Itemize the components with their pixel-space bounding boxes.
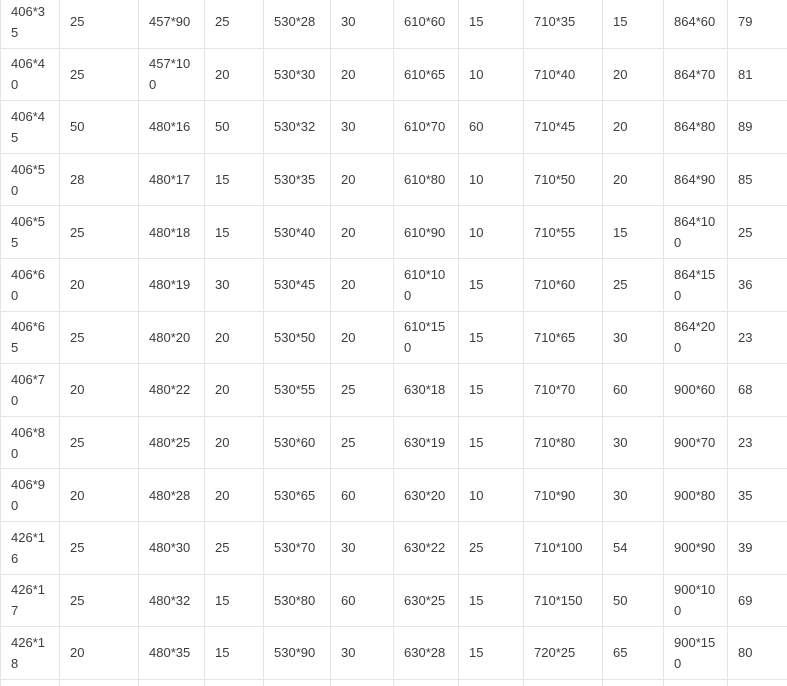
qty-cell: 15	[459, 627, 524, 680]
size-cell: 530*32	[264, 101, 331, 154]
size-cell: 480*35	[139, 627, 205, 680]
qty-cell: 20	[60, 364, 139, 417]
qty-cell: 30	[331, 521, 394, 574]
empty-cell	[205, 679, 264, 686]
size-cell: 720*25	[524, 627, 603, 680]
empty-cell	[728, 679, 787, 686]
qty-cell: 20	[331, 48, 394, 101]
size-cell: 630*28	[394, 627, 459, 680]
empty-cell	[331, 679, 394, 686]
qty-cell: 25	[60, 521, 139, 574]
qty-cell: 65	[603, 627, 664, 680]
size-cell: 630*18	[394, 364, 459, 417]
size-cell: 480*22	[139, 364, 205, 417]
size-cell: 630*22	[394, 521, 459, 574]
qty-cell: 25	[60, 416, 139, 469]
qty-cell: 20	[603, 101, 664, 154]
qty-cell: 25	[603, 258, 664, 311]
empty-cell	[394, 679, 459, 686]
size-cell: 610*70	[394, 101, 459, 154]
qty-cell: 20	[60, 469, 139, 522]
size-cell: 530*70	[264, 521, 331, 574]
qty-cell: 15	[459, 311, 524, 364]
size-cell: 610*65	[394, 48, 459, 101]
size-cell: 864*90	[664, 153, 728, 206]
table-row	[1, 48, 787, 101]
size-cell: 710*100	[524, 521, 603, 574]
qty-cell: 50	[603, 574, 664, 627]
size-cell: 426*16	[1, 521, 60, 574]
size-cell: 406*50	[1, 153, 60, 206]
size-cell: 630*19	[394, 416, 459, 469]
partial-row	[1, 679, 787, 686]
qty-cell: 30	[603, 311, 664, 364]
spec-table-body	[1, 0, 787, 686]
qty-cell: 30	[331, 101, 394, 154]
size-cell: 530*90	[264, 627, 331, 680]
size-cell: 710*40	[524, 48, 603, 101]
empty-cell	[664, 679, 728, 686]
size-cell: 426*18	[1, 627, 60, 680]
size-cell: 406*70	[1, 364, 60, 417]
qty-cell: 80	[728, 627, 787, 680]
qty-cell: 30	[331, 627, 394, 680]
qty-cell: 20	[603, 48, 664, 101]
size-cell: 457*100	[139, 48, 205, 101]
qty-cell: 30	[603, 469, 664, 522]
size-cell: 900*60	[664, 364, 728, 417]
qty-cell: 60	[459, 101, 524, 154]
qty-cell: 15	[459, 0, 524, 48]
qty-cell: 10	[459, 153, 524, 206]
qty-cell: 23	[728, 416, 787, 469]
size-cell: 480*32	[139, 574, 205, 627]
qty-cell: 15	[459, 364, 524, 417]
size-cell: 530*40	[264, 206, 331, 259]
qty-cell: 15	[205, 206, 264, 259]
qty-cell: 20	[205, 469, 264, 522]
size-cell: 480*18	[139, 206, 205, 259]
empty-cell	[459, 679, 524, 686]
table-row	[1, 627, 787, 680]
qty-cell: 54	[603, 521, 664, 574]
size-cell: 864*80	[664, 101, 728, 154]
qty-cell: 30	[205, 258, 264, 311]
size-cell: 610*100	[394, 258, 459, 311]
size-cell: 864*150	[664, 258, 728, 311]
size-cell: 480*17	[139, 153, 205, 206]
qty-cell: 20	[60, 258, 139, 311]
qty-cell: 30	[603, 416, 664, 469]
size-cell: 630*25	[394, 574, 459, 627]
size-cell: 610*90	[394, 206, 459, 259]
qty-cell: 25	[60, 574, 139, 627]
qty-cell: 20	[331, 153, 394, 206]
size-cell: 530*45	[264, 258, 331, 311]
size-cell: 710*150	[524, 574, 603, 627]
size-cell: 610*60	[394, 0, 459, 48]
qty-cell: 20	[205, 311, 264, 364]
qty-cell: 15	[459, 416, 524, 469]
size-cell: 710*45	[524, 101, 603, 154]
table-row	[1, 521, 787, 574]
size-cell: 406*55	[1, 206, 60, 259]
qty-cell: 20	[60, 627, 139, 680]
qty-cell: 68	[728, 364, 787, 417]
qty-cell: 60	[331, 574, 394, 627]
size-cell: 530*55	[264, 364, 331, 417]
qty-cell: 25	[60, 48, 139, 101]
size-cell: 406*40	[1, 48, 60, 101]
table-row	[1, 101, 787, 154]
qty-cell: 15	[603, 206, 664, 259]
size-cell: 406*60	[1, 258, 60, 311]
size-cell: 710*60	[524, 258, 603, 311]
size-cell: 406*45	[1, 101, 60, 154]
size-cell: 426*17	[1, 574, 60, 627]
qty-cell: 20	[603, 153, 664, 206]
size-cell: 406*80	[1, 416, 60, 469]
size-cell: 710*70	[524, 364, 603, 417]
table-row	[1, 416, 787, 469]
size-cell: 710*90	[524, 469, 603, 522]
size-cell: 864*200	[664, 311, 728, 364]
table-row	[1, 574, 787, 627]
qty-cell: 28	[60, 153, 139, 206]
size-cell: 530*35	[264, 153, 331, 206]
table-row	[1, 153, 787, 206]
size-cell: 480*20	[139, 311, 205, 364]
qty-cell: 36	[728, 258, 787, 311]
qty-cell: 15	[459, 574, 524, 627]
size-cell: 406*90	[1, 469, 60, 522]
table-row	[1, 0, 787, 48]
qty-cell: 20	[331, 258, 394, 311]
size-cell: 530*60	[264, 416, 331, 469]
size-cell: 900*70	[664, 416, 728, 469]
size-cell: 480*28	[139, 469, 205, 522]
qty-cell: 35	[728, 469, 787, 522]
qty-cell: 25	[459, 521, 524, 574]
size-cell: 864*100	[664, 206, 728, 259]
qty-cell: 15	[205, 153, 264, 206]
qty-cell: 60	[603, 364, 664, 417]
qty-cell: 15	[205, 574, 264, 627]
table-row	[1, 258, 787, 311]
size-cell: 710*55	[524, 206, 603, 259]
empty-cell	[60, 679, 139, 686]
size-cell: 900*80	[664, 469, 728, 522]
qty-cell: 79	[728, 0, 787, 48]
table-row	[1, 311, 787, 364]
qty-cell: 25	[331, 364, 394, 417]
qty-cell: 25	[205, 521, 264, 574]
qty-cell: 20	[331, 311, 394, 364]
qty-cell: 10	[459, 206, 524, 259]
qty-cell: 25	[60, 206, 139, 259]
empty-cell	[1, 679, 60, 686]
size-cell: 530*30	[264, 48, 331, 101]
size-cell: 610*150	[394, 311, 459, 364]
qty-cell: 20	[205, 416, 264, 469]
empty-cell	[524, 679, 603, 686]
qty-cell: 25	[728, 206, 787, 259]
qty-cell: 50	[60, 101, 139, 154]
table-row	[1, 469, 787, 522]
qty-cell: 15	[205, 627, 264, 680]
qty-cell: 20	[205, 48, 264, 101]
table-row	[1, 206, 787, 259]
qty-cell: 10	[459, 48, 524, 101]
qty-cell: 89	[728, 101, 787, 154]
qty-cell: 85	[728, 153, 787, 206]
size-cell: 480*30	[139, 521, 205, 574]
size-cell: 710*65	[524, 311, 603, 364]
qty-cell: 15	[603, 0, 664, 48]
qty-cell: 39	[728, 521, 787, 574]
size-cell: 710*50	[524, 153, 603, 206]
empty-cell	[139, 679, 205, 686]
table-row	[1, 364, 787, 417]
qty-cell: 15	[459, 258, 524, 311]
size-cell: 530*50	[264, 311, 331, 364]
size-cell: 710*80	[524, 416, 603, 469]
empty-cell	[603, 679, 664, 686]
qty-cell: 20	[205, 364, 264, 417]
size-cell: 610*80	[394, 153, 459, 206]
size-cell: 900*100	[664, 574, 728, 627]
size-cell: 900*150	[664, 627, 728, 680]
qty-cell: 50	[205, 101, 264, 154]
qty-cell: 25	[60, 0, 139, 48]
size-cell: 530*65	[264, 469, 331, 522]
size-cell: 406*65	[1, 311, 60, 364]
size-cell: 900*90	[664, 521, 728, 574]
qty-cell: 10	[459, 469, 524, 522]
qty-cell: 25	[60, 311, 139, 364]
size-cell: 480*25	[139, 416, 205, 469]
size-cell: 864*60	[664, 0, 728, 48]
size-cell: 864*70	[664, 48, 728, 101]
size-cell: 530*80	[264, 574, 331, 627]
size-cell: 457*90	[139, 0, 205, 48]
size-cell: 710*35	[524, 0, 603, 48]
qty-cell: 25	[331, 416, 394, 469]
size-cell: 406*35	[1, 0, 60, 48]
qty-cell: 20	[331, 206, 394, 259]
qty-cell: 23	[728, 311, 787, 364]
size-cell: 480*16	[139, 101, 205, 154]
qty-cell: 81	[728, 48, 787, 101]
qty-cell: 60	[331, 469, 394, 522]
size-cell: 530*28	[264, 0, 331, 48]
empty-cell	[264, 679, 331, 686]
qty-cell: 25	[205, 0, 264, 48]
size-cell: 480*19	[139, 258, 205, 311]
qty-cell: 30	[331, 0, 394, 48]
qty-cell: 69	[728, 574, 787, 627]
size-cell: 630*20	[394, 469, 459, 522]
